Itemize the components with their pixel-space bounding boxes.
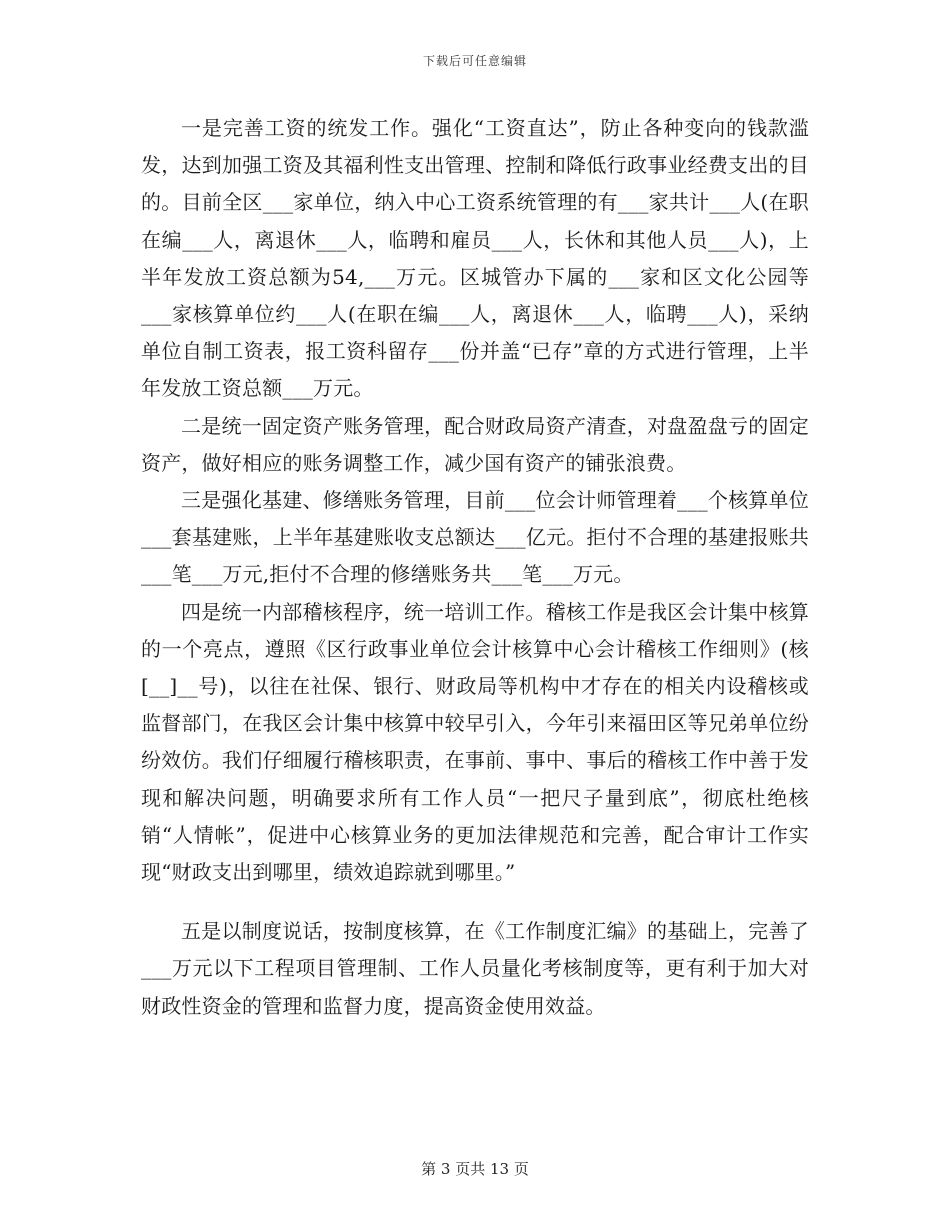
paragraph-wage-payment: 一是完善工资的统发工作。强化“工资直达”，防止各种变向的钱款滥发，达到加强工资及其福利性支出管理、控制和降低行政事业经费支出的目的。目前全区___家单位，纳入中心工资系统管理的有___家共计___人(在职在编___人，离退休___人，临聘和雇员___人，长休和其他人员___人)，上半年发放工资总额为54,___万元。区城管办下属的___家和区文化公园等___家核算单位约___人(在职在编___人，离退休___人，临聘___人)，采纳单位自制工资表，报工资科留存___份并盖“已存”章的方式进行管理，上半年发放工资总额___万元。 — [141, 116, 809, 401]
paragraph-construction-accounts: 三是强化基建、修缮账务管理，目前___位会计师管理着___个核算单位___套基建账，上半年基建账收支总额达___亿元。拒付不合理的基建报账共___笔___万元,拒付不合理的修缮账务共___笔___万元。 — [141, 488, 809, 587]
page-number-footer: 第 3 页共 13 页 — [421, 1160, 529, 1178]
document-body — [141, 110, 809, 1025]
paragraph-internal-audit: 四是统一内部稽核程序，统一培训工作。稽核工作是我区会计集中核算的一个亮点，遵照《区行政事业单位会计核算中心会计稽核工作细则》(核[__]__号)，以往在社保、银行、财政局等机构中才存在的相关内设稽核或监督部门，在我区会计集中核算中较早引入，今年引来福田区等兄弟单位纷纷效仿。我们仔细履行稽核职责，在事前、事中、事后的稽核工作中善于发现和解决问题，明确要求所有工作人员“一把尺子量到底”，彻底杜绝核销“人情帐”，促进中心核算业务的更加法律规范和完善，配合审计工作实现“财政支出到哪里，绩效追踪就到哪里。” — [141, 599, 809, 885]
paragraph-institutional-rules: 五是以制度说话，按制度核算，在《工作制度汇编》的基础上，完善了___万元以下工程项目管理制、工作人员量化考核制度等，更有利于加大对财政性资金的管理和监督力度，提高资金使用效益。 — [141, 919, 809, 1018]
page-header: 下载后可任意编辑 — [422, 54, 527, 68]
paragraph-fixed-assets: 二是统一固定资产账务管理，配合财政局资产清查，对盘盈盘亏的固定资产，做好相应的账务调整工作，减少国有资产的铺张浪费。 — [141, 413, 809, 475]
